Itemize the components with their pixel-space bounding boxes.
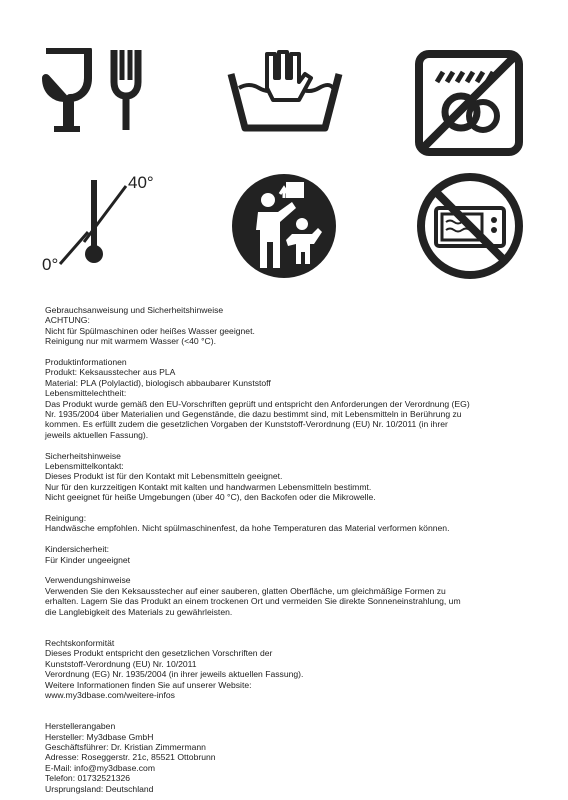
symbol-grid: [0, 0, 568, 300]
no-microwave-icon: [416, 172, 524, 280]
material-line: Material: PLA (Polylactid), biologisch abbaubarer Kunststoff: [45, 377, 271, 388]
cleaning-line: Handwäsche empfohlen. Nicht spülmaschinenfest, da hohe Temperaturen das Material verformen können.: [45, 523, 450, 534]
usage-notes-line: Verwenden Sie den Keksausstecher auf einer sauberen, glatten Oberfläche, um gleichmäßige Formen zu: [45, 585, 446, 596]
food-text: Das Produkt wurde gemäß den EU-Vorschriften geprüft und entspricht den Anforderungen der Verordnung (EG): [45, 398, 470, 409]
instructions-text: [45, 305, 535, 794]
manufacturer-line: Geschäftsführer: Dr. Kristian Zimmermann: [45, 741, 206, 752]
child-safety-icon: [230, 172, 338, 280]
website-link[interactable]: www.my3dbase.com/weitere-infos: [45, 689, 175, 700]
legal-heading: Rechtskonformität: [45, 637, 115, 648]
manufacturer-heading: Herstellerangaben: [45, 721, 116, 732]
safety-line: Nicht geeignet für heiße Umgebungen (über 40 °C), den Backofen oder die Mikrowelle.: [45, 492, 376, 503]
cleaning-heading: Reinigung:: [45, 513, 87, 524]
contact-label: Lebensmittelkontakt:: [45, 461, 124, 472]
safety-line: Dieses Produkt ist für den Kontakt mit Lebensmitteln geeignet.: [45, 471, 283, 482]
temp-max-label: 40°: [128, 173, 154, 192]
legal-line: Dieses Produkt entspricht den gesetzlichen Vorschriften der: [45, 648, 273, 659]
usage-heading: Gebrauchsanweisung und Sicherheitshinweise: [45, 305, 224, 315]
children-heading: Kindersicherheit:: [45, 544, 110, 555]
food-text: kommen. Es erfüllt zudem die gesetzlichen Vorgaben der Kunststoff-Verordnung (EU) Nr. 10/2011 (in ihrer: [45, 419, 448, 430]
email-link[interactable]: E-Mail: info@my3dbase.com: [45, 762, 155, 773]
temp-min-label: 0°: [42, 255, 59, 272]
thermometer-icon: [40, 172, 160, 272]
food-text: jeweils aktuellen Fassung).: [45, 429, 149, 440]
manufacturer-line: Adresse: Roseggerstr. 21c, 85521 Ottobrunn: [45, 752, 216, 763]
food-safe-icon: [42, 48, 154, 132]
usage-notes-line: erhalten. Lagern Sie das Produkt an einem trockenen Ort und vermeiden Sie direkte Sonneneinstrahlung, um: [45, 596, 461, 607]
product-line: Produkt: Keksausstecher aus PLA: [45, 367, 176, 378]
no-dishwasher-icon: [415, 50, 523, 156]
safety-line: Nur für den kurzzeitigen Kontakt mit kalten und handwarmen Lebensmitteln bestimmt.: [45, 481, 372, 492]
legal-line: Verordnung (EG) Nr. 1935/2004 (in ihrer jeweils aktuellen Fassung).: [45, 669, 304, 680]
hand-wash-icon: [225, 48, 345, 132]
manufacturer-line: Ursprungsland: Deutschland: [45, 783, 154, 794]
usage-notes-line: die Langlebigkeit des Materials zu gewährleisten.: [45, 606, 233, 617]
food-text: Nr. 1935/2004 über Materialien und Gegenstände, die dazu bestimmt sind, mit Lebensmitteln in Berührung zu: [45, 409, 462, 420]
usage-notes-heading: Verwendungshinweise: [45, 575, 131, 586]
product-heading: Produktinformationen: [45, 357, 127, 368]
food-label: Lebensmittelechtheit:: [45, 388, 127, 399]
legal-line: Kunststoff-Verordnung (EU) Nr. 10/2011: [45, 658, 197, 669]
manufacturer-line: Hersteller: My3dbase GmbH: [45, 731, 154, 742]
attention-label: ACHTUNG:: [45, 315, 90, 326]
safety-heading: Sicherheitshinweise: [45, 450, 121, 461]
usage-line: Nicht für Spülmaschinen oder heißes Wasser geeignet.: [45, 325, 255, 336]
manufacturer-line: Telefon: 01732521326: [45, 773, 131, 784]
legal-line: Weitere Informationen finden Sie auf unserer Website:: [45, 679, 252, 690]
usage-line: Reinigung nur mit warmem Wasser (<40 °C).: [45, 336, 216, 347]
children-line: Für Kinder ungeeignet: [45, 554, 131, 565]
